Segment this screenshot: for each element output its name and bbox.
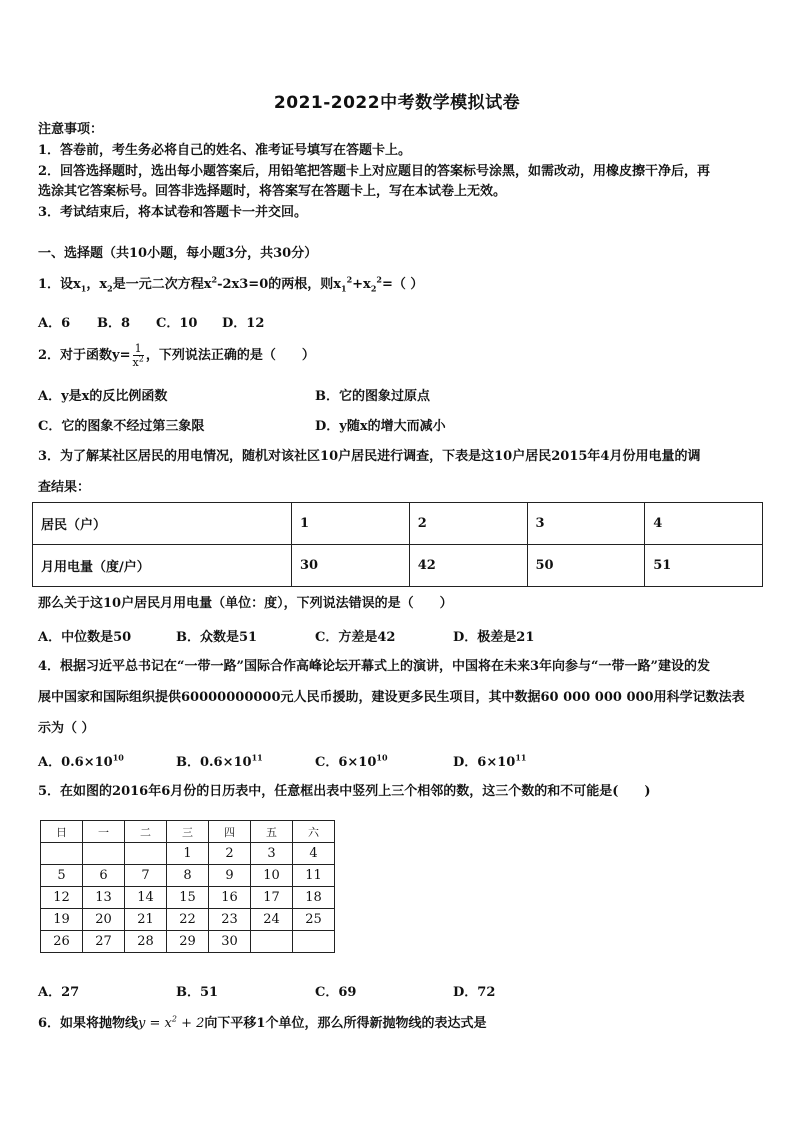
table-cell: 月用电量（度/户） <box>33 545 292 587</box>
calendar-day: 24 <box>251 909 293 931</box>
calendar-day: 20 <box>83 909 125 931</box>
page-title: 2021-2022中考数学模拟试卷 <box>273 93 521 113</box>
table-cell: 1 <box>292 503 410 545</box>
calendar-day: 18 <box>293 887 335 909</box>
calendar-day <box>251 931 293 953</box>
calendar-week <box>41 931 335 953</box>
table-cell: 51 <box>645 545 763 587</box>
calendar-weekday: 一 <box>83 821 125 843</box>
question-3-line-2: 查结果： <box>38 480 91 495</box>
section-heading: 一、选择题（共10小题，每小题3分，共30分） <box>38 246 318 261</box>
calendar-weekday: 日 <box>41 821 83 843</box>
question-6: 6．如果将抛物线$y = x^2 + 2$向下平移1个单位，那么所得新抛物线的表达式是 <box>38 1014 487 1031</box>
calendar-week <box>41 865 335 887</box>
calendar-day: 10 <box>251 865 293 887</box>
q4-option-b: B．$0.6\times 10^{11}$ <box>176 752 263 770</box>
calendar-week <box>41 843 335 865</box>
table-row <box>33 545 763 587</box>
calendar-weekday: 六 <box>293 821 335 843</box>
calendar-table <box>40 820 335 953</box>
q2-option-a: A．y是x的反比例函数 <box>38 389 168 404</box>
calendar-day: 16 <box>209 887 251 909</box>
notice-heading: 注意事项： <box>38 122 104 137</box>
calendar-weekday: 三 <box>167 821 209 843</box>
q5-option-b: B．51 <box>176 985 219 1000</box>
question-4-line-2: 展中国家和国际组织提供60000000000元人民币援助，建设更多民生项目，其中数据60 000 000 000用科学记数法表 <box>38 690 745 705</box>
q3-option-c: C．方差是42 <box>315 630 396 645</box>
calendar-weekday: 五 <box>251 821 293 843</box>
q3-option-b: B．众数是51 <box>176 630 258 645</box>
q1-option-a: A．6 <box>38 316 71 331</box>
calendar-day: 6 <box>83 865 125 887</box>
calendar-day: 9 <box>209 865 251 887</box>
calendar-day: 4 <box>293 843 335 865</box>
question-5-line-1: 5．在如图的2016年6月份的日历表中，任意框出表中竖列上三个相邻的数，这三个数的和不可能是( ) <box>38 784 651 799</box>
calendar-day: 29 <box>167 931 209 953</box>
table-row <box>33 503 763 545</box>
question-4-line-3: 示为（ ） <box>38 721 95 736</box>
calendar-weekday: 二 <box>125 821 167 843</box>
calendar-day: 22 <box>167 909 209 931</box>
calendar-day: 28 <box>125 931 167 953</box>
calendar-day: 15 <box>167 887 209 909</box>
q3-option-a: A．中位数是50 <box>38 630 132 645</box>
q4-option-c: C．$6\times 10^{10}$ <box>315 752 388 770</box>
calendar-day <box>41 843 83 865</box>
q5-option-a: A．27 <box>38 985 80 1000</box>
notice-item-2b: 选涂其它答案标号。回答非选择题时，将答案写在答题卡上，写在本试卷上无效。 <box>38 184 507 199</box>
notice-item-1: 1．答卷前，考生务必将自己的姓名、准考证号填写在答题卡上。 <box>38 143 412 158</box>
table-cell: 居民（户） <box>33 503 292 545</box>
survey-table <box>32 502 763 587</box>
table-cell: 50 <box>527 545 645 587</box>
q1-option-d: D．12 <box>222 316 265 331</box>
calendar-week <box>41 887 335 909</box>
q5-option-c: C．69 <box>315 985 357 1000</box>
calendar-day: 11 <box>293 865 335 887</box>
calendar-day: 17 <box>251 887 293 909</box>
q2-option-b: B．它的图象过原点 <box>315 389 430 404</box>
calendar-day: 3 <box>251 843 293 865</box>
calendar-day: 12 <box>41 887 83 909</box>
calendar-day: 21 <box>125 909 167 931</box>
calendar-day: 27 <box>83 931 125 953</box>
calendar-day: 8 <box>167 865 209 887</box>
table-cell: 3 <box>527 503 645 545</box>
table-cell: 2 <box>409 503 527 545</box>
q2-option-d: D．y随x的增大而减小 <box>315 419 446 434</box>
calendar-day: 5 <box>41 865 83 887</box>
calendar-day: 13 <box>83 887 125 909</box>
calendar-day <box>83 843 125 865</box>
notice-item-3: 3．考试结束后，将本试卷和答题卡一并交回。 <box>38 205 308 220</box>
q2-option-c: C．它的图象不经过第三象限 <box>38 419 205 434</box>
calendar-day <box>293 931 335 953</box>
table-cell: 4 <box>645 503 763 545</box>
q1-option-b: B．8 <box>97 316 131 331</box>
calendar-day <box>125 843 167 865</box>
calendar-weekday: 四 <box>209 821 251 843</box>
calendar-day: 25 <box>293 909 335 931</box>
question-1: 1．设$x_1$，$x_2$是一元二次方程$x^2-2x3=0$的两根，则$x_1^2+x_2^2=$（ ） <box>38 274 424 294</box>
notice-item-2a: 2．回答选择题时，选出每小题答案后，用铅笔把答题卡上对应题目的答案标号涂黑，如需改动，用橡皮擦干净后，再 <box>38 164 711 179</box>
table-cell: 42 <box>409 545 527 587</box>
question-4-line-1: 4．根据习近平总书记在“一带一路”国际合作高峰论坛开幕式上的演讲，中国将在未来3年向参与“一带一路”建设的发 <box>38 659 711 674</box>
fraction: $\frac{1}{x^2}$ <box>132 342 144 369</box>
q5-option-d: D．72 <box>453 985 496 1000</box>
question-3-prompt: 那么关于这10户居民月用电量（单位：度），下列说法错误的是（ ） <box>38 596 453 611</box>
q3-option-d: D．极差是21 <box>453 630 535 645</box>
calendar-day: 23 <box>209 909 251 931</box>
calendar-day: 30 <box>209 931 251 953</box>
calendar-day: 19 <box>41 909 83 931</box>
calendar-day: 2 <box>209 843 251 865</box>
calendar-day: 7 <box>125 865 167 887</box>
calendar-header-row <box>41 821 335 843</box>
q4-option-a: A．$0.6\times 10^{10}$ <box>38 752 124 770</box>
q1-option-c: C．10 <box>156 316 198 331</box>
question-3-line-1: 3．为了解某社区居民的用电情况，随机对该社区10户居民进行调查，下表是这10户居民2015年4月份用电量的调 <box>38 449 701 464</box>
calendar-day: 14 <box>125 887 167 909</box>
question-2: 2．对于函数y= $\frac{1}{x^2}$ ，下列说法正确的是（ ） <box>38 342 315 369</box>
calendar-week <box>41 909 335 931</box>
calendar-day: 1 <box>167 843 209 865</box>
parabola-expression: $y = x^2 + 2$ <box>138 1014 205 1031</box>
q4-option-d: D．$6\times 10^{11}$ <box>453 752 527 770</box>
calendar-day: 26 <box>41 931 83 953</box>
table-cell: 30 <box>292 545 410 587</box>
